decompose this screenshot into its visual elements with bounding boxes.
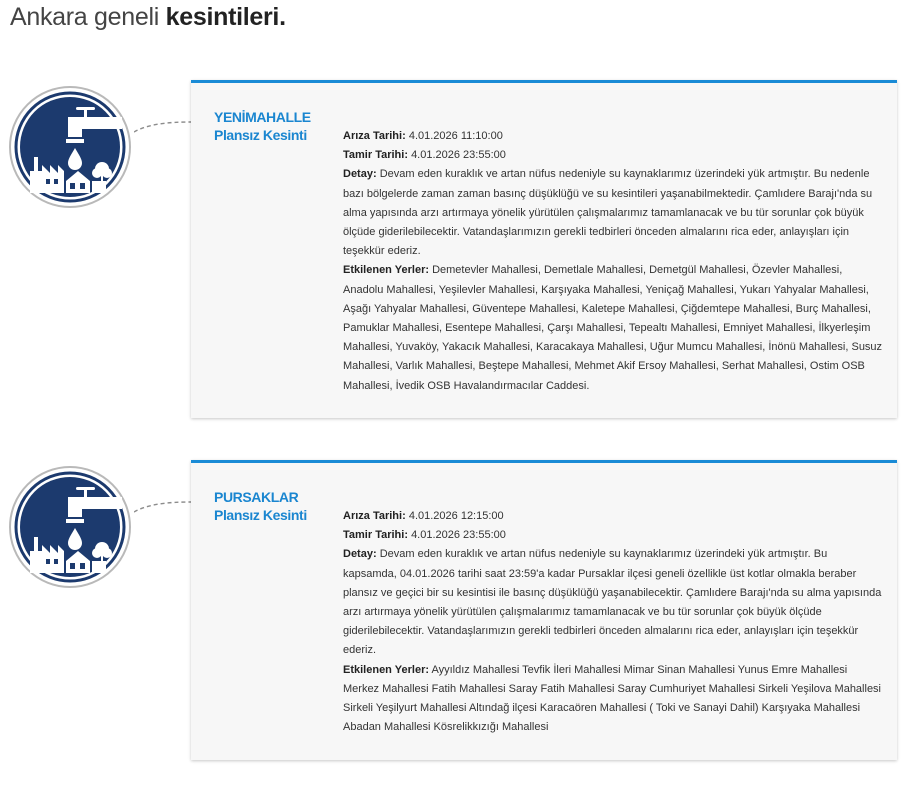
outage-card-header bbox=[214, 108, 334, 144]
repair-date: 4.01.2026 23:55:00 bbox=[411, 529, 506, 542]
affected-label: Etkilenen Yerler: bbox=[343, 264, 430, 277]
fault-date-label: Arıza Tarihi: bbox=[343, 510, 406, 522]
affected-row bbox=[343, 661, 883, 738]
outage-type: Plansız Kesinti bbox=[214, 507, 307, 523]
repair-date-label: Tamir Tarihi: bbox=[343, 149, 408, 162]
outage-type: Plansız Kesinti bbox=[214, 127, 307, 143]
outage-card-header bbox=[214, 488, 334, 524]
water-outage-icon bbox=[8, 85, 132, 209]
water-outage-icon bbox=[8, 465, 132, 589]
affected-places: Demetevler Mahallesi, Demetlale Mahallesi, Demetgül Mahallesi, Özevler Mahallesi, Anadolu Mahallesi, Yeşilevler Mahallesi, Karşıyaka Mahallesi, Yeniçağ Mahallesi, Yukarı Yahyalar Mahallesi, Aşağı Yahyalar Mahallesi, Güventepe Mahallesi, Kaletepe Mahallesi, Çiğdemtepe Mahallesi, Burç Mahallesi, Pamuklar Mahallesi, Esentepe Mahallesi, Çarşı Mahallesi, Tepealtı Mahallesi, Emniyet Mahallesi, İlkyerleşim Mahallesi, Yuvaköy, Yakacık Mahallesi, Karacakaya Mahallesi, Uğur Mumcu Mahallesi, İnönü Mahallesi, Susuz Mahallesi, Varlık Mahallesi, Beştepe Mahallesi, Mehmet Akif Ersoy Mahallesi, Serhat Mahallesi, Ostim OSB Mahallesi, İvedik OSB Havalandırmacılar Caddesi. bbox=[343, 264, 883, 392]
connector-line bbox=[134, 118, 192, 140]
outage-details bbox=[343, 507, 883, 737]
detail-label: Detay: bbox=[343, 168, 377, 181]
fault-date: 4.01.2026 11:10:00 bbox=[408, 130, 503, 142]
fault-date-label: Arıza Tarihi: bbox=[343, 130, 406, 142]
fault-date: 4.01.2026 12:15:00 bbox=[408, 510, 504, 522]
repair-date-row bbox=[343, 526, 883, 545]
detail-row bbox=[343, 545, 883, 660]
connector-line bbox=[134, 498, 192, 520]
page-title-light: Ankara geneli bbox=[10, 3, 159, 31]
detail-text: Devam eden kuraklık ve artan nüfus nedeniyle su kaynaklarımız üzerindeki yük artmıştır. Bu kapsamda, 04.01.2026 tarihi saat 23:59'a kadar Pursaklar ilçesi geneli özellikle üst kotlar olmakla beraber plansız ve geçici bir su kesintisi ile basınç düşüklüğü yaşanabilecektir. Çamlıdere Barajı'nda su alma yapısında arzı artırmaya yönelik yürütülen çalışmalarımız tamamlanacak ve bu tür sorunlar çok büyük ölçüde giderilebilecektir. Vatandaşlarımızın gerekli tedbirleri önceden almalarını rica eder, anlayışları için teşekkür ederiz. bbox=[343, 548, 882, 657]
page-title-bold: kesintileri. bbox=[165, 3, 286, 31]
fault-date-row bbox=[343, 507, 883, 526]
district-name: YENİMAHALLE bbox=[214, 109, 311, 125]
detail-row bbox=[343, 165, 883, 261]
page-title bbox=[10, 3, 286, 32]
outage-card bbox=[191, 460, 897, 760]
repair-date-label: Tamir Tarihi: bbox=[343, 529, 408, 542]
detail-text: Devam eden kuraklık ve artan nüfus nedeniyle su kaynaklarımız üzerindeki yük artmıştır. Bu nedenle bazı bölgelerde zaman zaman basınç düşüklüğü ve su kesintileri yaşanabilmektedir. Çamlıdere Barajı'nda su alma yapısında arzı artırmaya yönelik yürütülen çalışmalarımız tamamlanacak ve bu tür sorunlar çok büyük ölçüde giderilebilecektir. Vatandaşlarımızın gerekli tedbirleri önceden almalarını rica eder, anlayışları için teşekkür ederiz. bbox=[343, 168, 873, 258]
outage-card bbox=[191, 80, 897, 418]
affected-label: Etkilenen Yerler: bbox=[343, 663, 430, 676]
outage-details bbox=[343, 127, 883, 396]
detail-label: Detay: bbox=[343, 548, 377, 561]
affected-places: Ayyıldız Mahallesi Tevfik İleri Mahallesi Mimar Sinan Mahallesi Yunus Emre Mahallesi Merkez Mahallesi Fatih Mahallesi Saray Fatih Mahallesi Saray Cumhuriyet Mahallesi Sirkeli Yeşilova Mahallesi Sirkeli Yeşilyurt Mahallesi Altındağ ilçesi Karacaören Mahallesi ( Toki ve Sanayi Dahil) Karşıyaka Mahallesi Abadan Mahallesi Kösrelikkızığı Mahallesi bbox=[343, 663, 882, 734]
affected-row bbox=[343, 261, 883, 395]
repair-date: 4.01.2026 23:55:00 bbox=[411, 149, 506, 162]
repair-date-row bbox=[343, 146, 883, 165]
fault-date-row bbox=[343, 127, 883, 146]
district-name: PURSAKLAR bbox=[214, 489, 299, 505]
